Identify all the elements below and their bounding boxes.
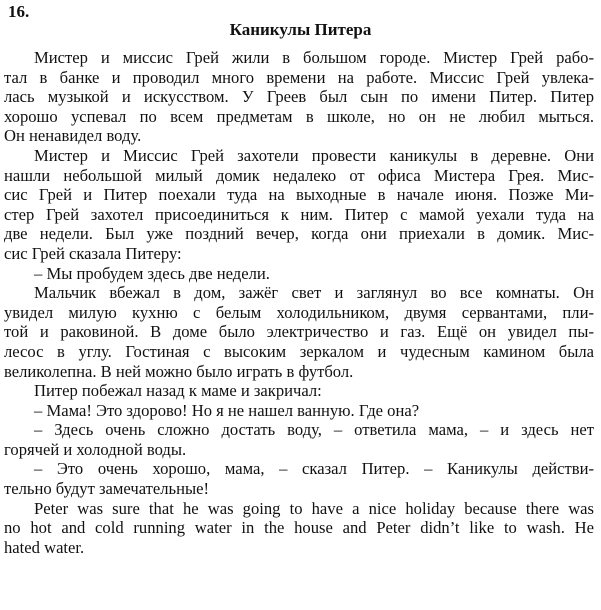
text-line: Peter was sure that he was going to have a nice holiday because there was — [34, 498, 594, 518]
page-title: Каникулы Питера — [229, 20, 372, 39]
text-line: лесос в углу. Гостиная с высоким зеркалом и чудесным камином была — [4, 341, 594, 361]
text-line: стер Грей захотел присоединиться к ним. Питер с мамой уехали туда на — [4, 204, 594, 224]
text-line: – Мама! Это здорово! Но я не нашел ванную. Где она? — [34, 400, 420, 420]
text-line: нашли небольшой милый домик недалеко от офиса Мистера Грея. Мис- — [4, 165, 594, 185]
text-line: Мальчик вбежал в дом, зажёг свет и заглянул во все комнаты. Он — [34, 283, 594, 303]
text-line: сис Грей сказала Питеру: — [4, 243, 182, 263]
text-line: две недели. Был уже поздний вечер, когда они приехали в домик. Мис- — [4, 224, 594, 244]
text-line: увидел милую кухню с белым холодильником, двумя сервантами, пли- — [4, 302, 594, 322]
text-line: хорошо успевал по всем предметам в школе, но он не любил мыться. — [4, 106, 594, 126]
text-line: сис Грей и Питер поехали туда на выходные в начале июня. Позже Ми- — [4, 185, 594, 205]
text-line: – Это очень хорошо, мама, – сказал Питер. – Каникулы действи- — [34, 459, 594, 479]
text-line: Он ненавидел воду. — [4, 126, 142, 146]
text-line: тельно будут замечательные! — [4, 479, 210, 499]
exercise-number: 16. — [8, 2, 30, 21]
text-line: тал в банке и проводил много времени на работе. Миссис Грей увлека- — [4, 67, 594, 87]
text-line: – Мы пробудем здесь две недели. — [34, 263, 270, 283]
text-line: великолепна. В ней можно было играть в футбол. — [4, 361, 354, 381]
text-line: Мистер и Миссис Грей захотели провести каникулы в деревне. Они — [34, 145, 594, 165]
text-line: hated water. — [4, 537, 85, 557]
text-line: горячей и холодной воды. — [4, 439, 187, 459]
text-line: лась музыкой и искусством. У Греев был сын по имени Питер. Питер — [4, 87, 594, 107]
text-line: Питер побежал назад к маме и закричал: — [34, 381, 322, 401]
text-line: – Здесь очень сложно достать воду, – ответила мама, – и здесь нет — [34, 420, 594, 440]
text-line: no hot and cold running water in the house and Peter didn’t like to wash. He — [4, 518, 594, 538]
story-text — [4, 48, 594, 557]
text-line: той и раковиной. В доме было электричество и газ. Ещё он увидел пы- — [4, 322, 594, 342]
text-line: Мистер и миссис Грей жили в большом городе. Мистер Грей рабо- — [34, 48, 594, 67]
